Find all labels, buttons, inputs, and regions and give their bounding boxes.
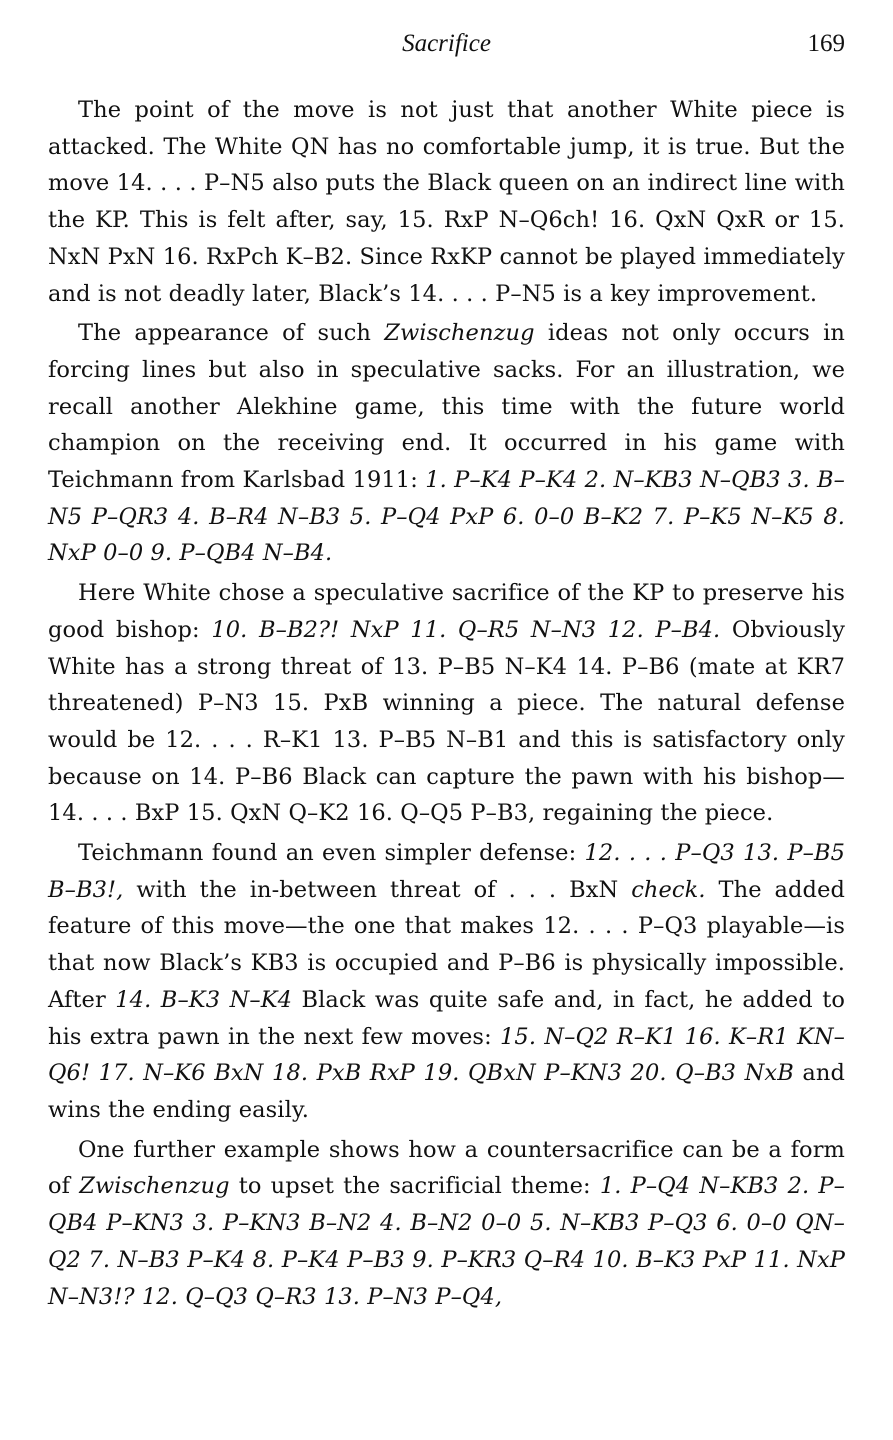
italic-run: 10. B–B2?! NxP 11. Q–R5 N–N3 12. P–B4.	[211, 616, 721, 643]
text-run: to upset the sacrificial theme:	[229, 1173, 600, 1200]
paragraph	[48, 315, 845, 572]
italic-run: 1. P–K4 P–K4 2. N–KB3 N–QB3 3. B–N5 P–QR3 4. B–R4 N–B3 5. P–Q4 PxP 6. 0–0 B–K2 7. P–K5 N–K5 8. NxP 0–0 9. P–QB4 N–B4.	[48, 467, 845, 567]
text-run: Teichmann found an even simpler defense:	[78, 840, 585, 867]
italic-run: Zwischenzug	[384, 320, 535, 347]
paragraph	[48, 1132, 845, 1316]
italic-run: 14. B–K3 N–K4	[115, 986, 293, 1013]
paragraph	[48, 575, 845, 832]
text-run: and wins the ending easily.	[48, 1060, 845, 1123]
text-run: The point of the move is not just that another White piece is attacked. The White QN has no comfortable jump, it is true. But the move 14. . . . P–N5 also puts the Black queen on an indirect line with the KP. This is felt after, say, 15. RxP N–Q6ch! 16. QxN QxR or 15. NxN PxN 16. RxPch K–B2. Since RxKP cannot be played immediately and is not deadly later, Black’s 14. . . . P–N5 is a key improvement.	[48, 97, 845, 307]
italic-run: 15. N–Q2 R–K1 16. K–R1 KN–Q6! 17. N–K6 BxN 18. PxB RxP 19. QBxN P–KN3 20. Q–B3 NxB	[48, 1023, 845, 1087]
paragraph	[48, 835, 845, 1129]
italic-run: Zwischenzug	[79, 1173, 230, 1200]
page-number: 169	[807, 30, 845, 57]
running-title: Sacrifice	[402, 30, 491, 57]
page-body	[48, 92, 845, 1318]
text-run: The added feature of this move—the one that makes 12. . . . P–Q3 playable—is that now Black’s KB3 is occupied and P–B6 is physically impossible. After	[48, 876, 845, 1013]
text-run: with the in-between threat of . . . BxN	[123, 876, 632, 903]
paragraph	[48, 92, 845, 312]
text-run: One further example shows how a countersacrifice can be a form of	[48, 1136, 845, 1200]
text-run: Here White chose a speculative sacrifice of the KP to preserve his good bishop:	[48, 580, 845, 643]
page-header	[48, 30, 845, 66]
text-run: Black was quite safe and, in fact, he added to his extra pawn in the next few moves:	[48, 986, 846, 1050]
text-run: ideas not only occurs in forcing lines but also in speculative sacks. For an illustration, we recall another Alekhine game, this time with the future world champion on the receiving end. It occurred in his game with Teichmann from Karlsbad 1911:	[48, 320, 845, 494]
italic-run: 12. . . . P–Q3 13. P–B5 B–B3!,	[48, 840, 845, 903]
text-run: Obviously White has a strong threat of 13. P–B5 N–K4 14. P–B6 (mate at KR7 threatened) P–N3 15. PxB winning a piece. The natural defense would be 12. . . . R–K1 13. P–B5 N–B1 and this is satisfactory only because on 14. P–B6 Black can capture the pawn with his bishop—14. . . . BxP 15. QxN Q–K2 16. Q–Q5 P–B3, regaining the piece.	[48, 616, 846, 827]
text-run: The appearance of such	[78, 320, 385, 347]
italic-run: 1. P–Q4 N–KB3 2. P–QB4 P–KN3 3. P–KN3 B–N2 4. B–N2 0–0 5. N–KB3 P–Q3 6. 0–0 QN–Q2 7. N–B3 P–K4 8. P–K4 P–B3 9. P–KR3 Q–R4 10. B–K3 PxP 11. NxP N–N3!? 12. Q–Q3 Q–R3 13. P–N3 P–Q4,	[48, 1173, 845, 1310]
italic-run: check.	[631, 876, 706, 903]
